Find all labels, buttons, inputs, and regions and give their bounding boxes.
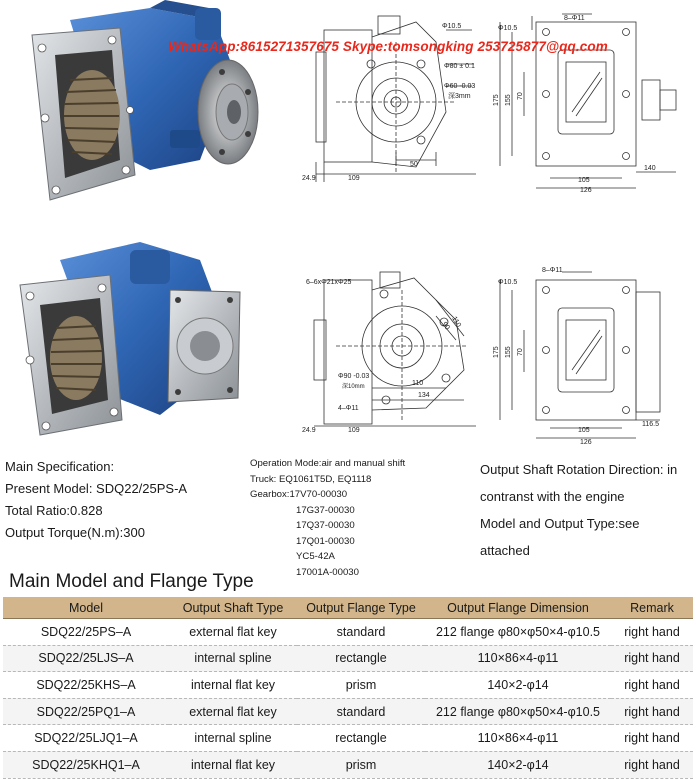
spec-model: Present Model: SDQ22/25PS-A: [5, 481, 188, 496]
col-header-flange-dimension: Output Flange Dimension: [425, 597, 611, 619]
gearbox-item-1: 17G37-00030: [296, 504, 355, 516]
col-header-model: Model: [3, 597, 169, 619]
cell-model: SDQ22/25KHQ1–A: [3, 751, 169, 778]
gearbox-label: Gearbox:: [250, 489, 290, 500]
cell-flange-type: standard: [297, 619, 425, 646]
d2-r-dim-0: Φ10.5: [498, 279, 518, 286]
rotation-line-2: contranst with the engine: [480, 489, 625, 504]
cell-flange-type: prism: [297, 672, 425, 699]
cell-remark: right hand: [611, 725, 693, 752]
d2-l-dim-5: 110: [412, 380, 424, 387]
d1-l-dim-6: 50: [410, 161, 418, 168]
d2-l-dim-6: 134: [418, 392, 430, 399]
d2-r-dim-6: 126: [580, 439, 592, 446]
gearbox-item-5: 17001A-00030: [296, 566, 359, 578]
gearbox-item-3: 17Q01-00030: [296, 535, 355, 547]
d2-l-dim-9: 109: [348, 427, 360, 434]
cell-flange-dimension: 140×2-φ14: [425, 751, 611, 778]
section-title: Main Model and Flange Type: [9, 571, 254, 592]
d2-l-dim-2: 110: [450, 315, 462, 329]
d2-r-dim-2: 175: [493, 346, 500, 358]
cell-remark: right hand: [611, 645, 693, 672]
rotation-line-4: attached: [480, 543, 530, 558]
cell-remark: right hand: [611, 619, 693, 646]
rotation-info: [480, 456, 677, 564]
d1-r-dim-1: 8–Φ11: [564, 15, 585, 22]
d1-r-dim-5: 105: [578, 177, 590, 184]
col-header-flange-type: Output Flange Type: [297, 597, 425, 619]
drawing-2-front-view: [296, 260, 491, 440]
d2-r-dim-1: 8–Φ11: [542, 267, 563, 274]
d2-r-dim-4: 70: [517, 348, 524, 356]
truck-models: Truck: EQ1061T5D, EQ1118: [250, 473, 372, 485]
cell-remark: right hand: [611, 672, 693, 699]
cell-shaft-type: external flat key: [169, 698, 297, 725]
drawing-1-side-view: [492, 2, 692, 198]
cell-remark: right hand: [611, 698, 693, 725]
gearbox-item-0: 17V70-00030: [289, 489, 348, 500]
watermark-contact: WhatsApp:8615271357675 Skype:tomsongking 253725877@qq.com: [168, 39, 608, 54]
product-photo-1: [0, 0, 300, 220]
d1-r-dim-3: 155: [505, 94, 512, 106]
cell-model: SDQ22/25LJQ1–A: [3, 725, 169, 752]
cell-model: SDQ22/25LJS–A: [3, 645, 169, 672]
table-row: [3, 672, 693, 699]
d2-l-dim-8: 24.9: [302, 427, 316, 434]
cell-model: SDQ22/25KHS–A: [3, 672, 169, 699]
spec-torque: Output Torque(N.m):300: [5, 525, 145, 540]
table-row: [3, 645, 693, 672]
d1-l-dim-3: 深3mm: [448, 93, 471, 100]
cell-shaft-type: internal spline: [169, 725, 297, 752]
spec-heading: Main Specification:: [5, 459, 115, 474]
d2-l-dim-3: Φ90 -0.03: [338, 373, 370, 380]
d1-r-dim-0: Φ10.5: [498, 25, 518, 32]
cell-flange-dimension: 212 flange φ80×φ50×4-φ10.5: [425, 619, 611, 646]
cell-flange-dimension: 140×2-φ14: [425, 672, 611, 699]
d1-l-dim-2: Φ60 -0.03: [444, 83, 476, 90]
gearbox-item-2: 17Q37-00030: [296, 520, 355, 531]
cell-shaft-type: internal flat key: [169, 751, 297, 778]
rotation-line-3: Model and Output Type:see: [480, 516, 640, 531]
d1-l-dim-4: 24.9: [302, 175, 316, 182]
cell-model: SDQ22/25PQ1–A: [3, 698, 169, 725]
table-row: [3, 698, 693, 725]
d2-l-dim-7: 4–Φ11: [338, 405, 359, 412]
d1-r-dim-6: 126: [580, 187, 592, 194]
d1-l-dim-1: Φ80 ± 0.1: [444, 63, 475, 70]
table-row: [3, 619, 693, 646]
operation-info: [250, 456, 405, 580]
d2-r-dim-3: 155: [505, 346, 512, 358]
cell-remark: right hand: [611, 751, 693, 778]
cell-flange-type: standard: [297, 698, 425, 725]
d2-l-dim-1: 90: [440, 320, 451, 332]
main-specification: [5, 456, 187, 544]
cell-flange-dimension: 110×86×4-φ11: [425, 645, 611, 672]
d2-r-dim-7: 116.5: [642, 421, 659, 428]
operation-mode: Operation Mode:air and manual shift: [250, 458, 406, 469]
cell-shaft-type: internal flat key: [169, 672, 297, 699]
gearbox-line: [250, 487, 405, 503]
cell-shaft-type: external flat key: [169, 619, 297, 646]
cell-flange-type: rectangle: [297, 725, 425, 752]
d1-r-dim-4: 70: [517, 92, 524, 100]
model-flange-table: [3, 597, 693, 779]
d1-l-dim-5: 109: [348, 175, 360, 182]
cell-shaft-type: internal spline: [169, 645, 297, 672]
cell-flange-dimension: 212 flange φ80×φ50×4-φ10.5: [425, 698, 611, 725]
col-header-shaft-type: Output Shaft Type: [169, 597, 297, 619]
cell-model: SDQ22/25PS–A: [3, 619, 169, 646]
d1-l-dim-0: Φ10.5: [442, 23, 462, 30]
d1-r-dim-2: 175: [493, 94, 500, 106]
drawing-2-side-view: [492, 262, 692, 448]
table-row: [3, 725, 693, 752]
d2-l-dim-0: 6–6xΦ21xΦ25: [306, 279, 352, 286]
cell-flange-type: rectangle: [297, 645, 425, 672]
product-photo-2: [0, 230, 300, 450]
d1-r-dim-7: 140: [644, 165, 656, 172]
d2-l-dim-4: 深10mm: [342, 384, 365, 390]
drawing-1-front-view: [296, 2, 491, 198]
col-header-remark: Remark: [611, 597, 693, 619]
gearbox-item-4: YC5-42A: [296, 551, 335, 562]
cell-flange-dimension: 110×86×4-φ11: [425, 725, 611, 752]
table-row: [3, 751, 693, 778]
rotation-line-1: Output Shaft Rotation Direction: in: [480, 462, 678, 477]
cell-flange-type: prism: [297, 751, 425, 778]
spec-ratio: Total Ratio:0.828: [5, 503, 103, 518]
table-header-row: [3, 597, 693, 619]
d2-r-dim-5: 105: [578, 427, 590, 434]
